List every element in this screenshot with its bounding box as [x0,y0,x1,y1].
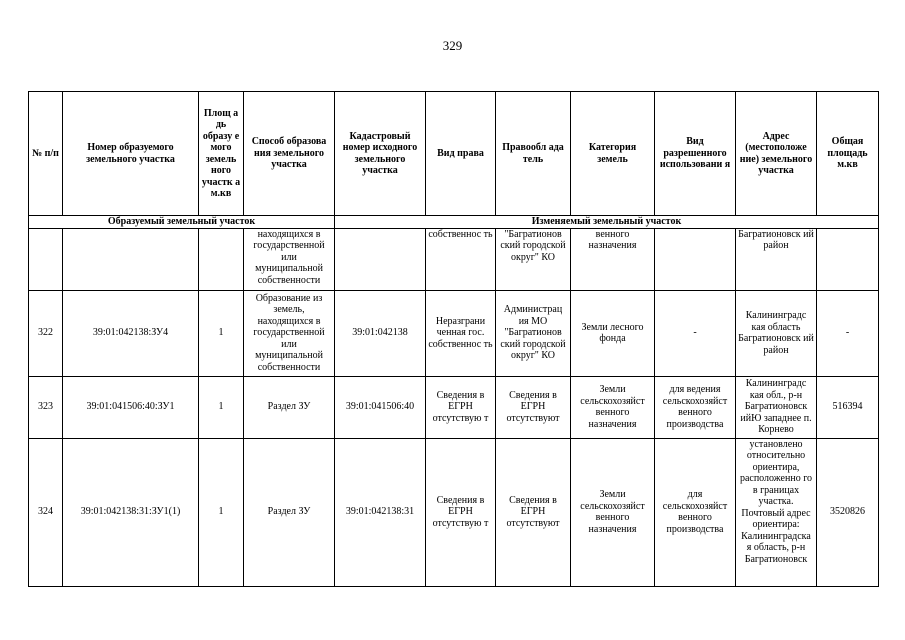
header-cell: Общая площадь м.кв [817,92,879,216]
section-row [29,216,879,229]
cadastral-cell [335,228,426,290]
use-cell: для ведения сельскохозяйст венного производства [655,376,736,438]
row-number-cell: 323 [29,376,63,438]
header-cell: Вид права [426,92,496,216]
method-cell: Раздел ЗУ [244,438,335,586]
right-cell: Сведения в ЕГРН отсутствую т [426,376,496,438]
table-row [29,290,879,376]
total-area-cell [817,228,879,290]
header-cell: Номер образуемого земельного участка [63,92,199,216]
right-cell: Неразграни ченная гос. собственнос ть [426,290,496,376]
area-cell [199,228,244,290]
plot-number-cell: 39:01:042138:31:ЗУ1(1) [63,438,199,586]
row-number-cell: 322 [29,290,63,376]
owner-cell: Администрац ия МО "Багратионов ский городской округ" КО [496,290,571,376]
section-label-formed: Образуемый земельный участок [29,216,335,229]
category-cell: Земли сельскохозяйст венного назначения [571,438,655,586]
table-row [29,376,879,438]
use-cell [655,228,736,290]
plot-number-cell [63,228,199,290]
category-cell: венного назначения [571,228,655,290]
header-cell: Адрес (местоположе ние) земельного участка [736,92,817,216]
header-cell: Категория земель [571,92,655,216]
owner-cell: Сведения в ЕГРН отсутствуют [496,376,571,438]
method-cell: находящихся в государственной или муниципальной собственности [244,228,335,290]
table-row [29,228,879,290]
plot-number-cell: 39:01:041506:40:ЗУ1 [63,376,199,438]
row-number-cell [29,228,63,290]
header-cell: Способ образова ния земельного участка [244,92,335,216]
category-cell: Земли сельскохозяйст венного назначения [571,376,655,438]
use-cell: для сельскохозяйст венного производства [655,438,736,586]
page-number: 329 [442,38,463,53]
owner-cell: "Багратионов ский городской округ" КО [496,228,571,290]
cadastral-cell: 39:01:042138:31 [335,438,426,586]
address-cell: Калининградс кая обл., р-н Багратионовск ийЮ западнее п. Корнево [736,376,817,438]
cadastral-cell: 39:01:042138 [335,290,426,376]
cadastral-cell: 39:01:041506:40 [335,376,426,438]
header-cell: № п/п [29,92,63,216]
method-cell: Образование из земель, находящихся в государственной или муниципальной собственности [244,290,335,376]
plot-number-cell: 39:01:042138:ЗУ4 [63,290,199,376]
address-cell: установлено относительно ориентира, расположенно го в границах участка. Почтовый адрес ориентира: Калининградска я область, р-н Багратионовск [736,438,817,586]
total-area-cell: 3520826 [817,438,879,586]
address-cell: Багратионовск ий район [736,228,817,290]
address-cell: Калининградс кая область Багратионовск ий район [736,290,817,376]
method-cell: Раздел ЗУ [244,376,335,438]
section-label-changed: Изменяемый земельный участок [335,216,879,229]
table-row [29,438,879,586]
area-cell: 1 [199,376,244,438]
header-cell: Кадастровый номер исходного земельного участка [335,92,426,216]
header-cell: Вид разрешенного использовани я [655,92,736,216]
use-cell: - [655,290,736,376]
header-row [29,92,879,216]
right-cell: собственнос ть [426,228,496,290]
total-area-cell: - [817,290,879,376]
category-cell: Земли лесного фонда [571,290,655,376]
header-cell: Правообл ада тель [496,92,571,216]
right-cell: Сведения в ЕГРН отсутствую т [426,438,496,586]
area-cell: 1 [199,438,244,586]
owner-cell: Сведения в ЕГРН отсутствуют [496,438,571,586]
area-cell: 1 [199,290,244,376]
total-area-cell: 516394 [817,376,879,438]
header-cell: Площ а дь образу е мого земель ного участк а м.кв [199,92,244,216]
row-number-cell: 324 [29,438,63,586]
land-plots-table [28,91,879,587]
